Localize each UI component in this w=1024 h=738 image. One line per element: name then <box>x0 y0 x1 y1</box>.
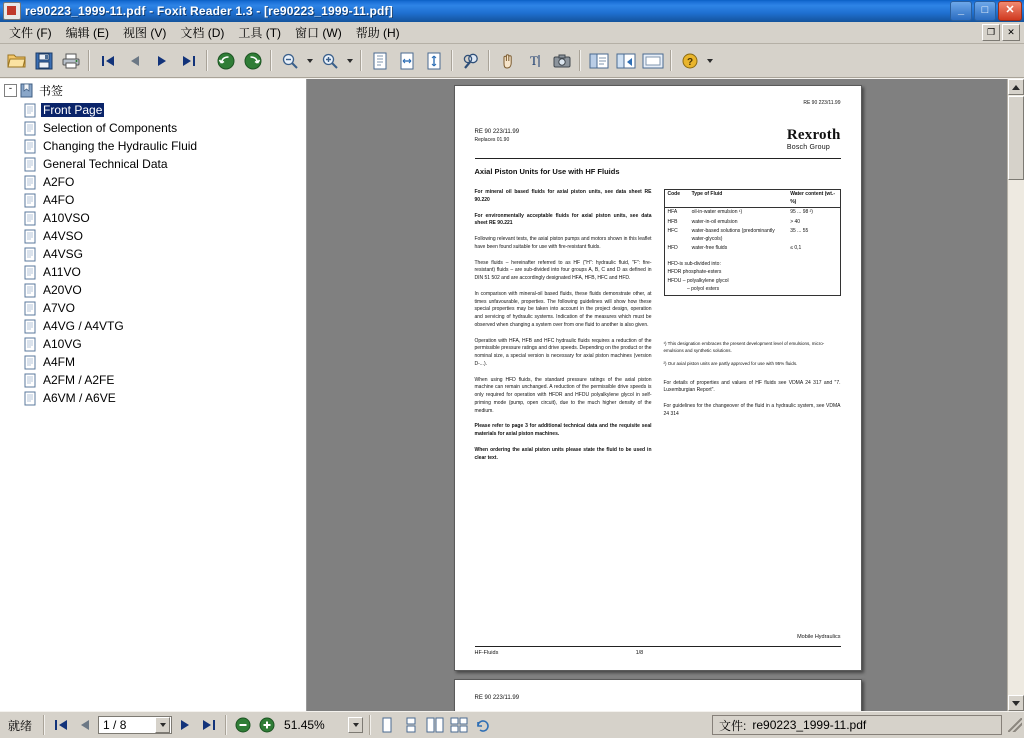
page-icon <box>24 193 37 208</box>
minimize-button[interactable]: _ <box>950 1 972 21</box>
table-header-code: Code <box>664 190 689 208</box>
status-bar <box>0 711 1024 738</box>
bookmark-label: A10VG <box>43 337 82 351</box>
open-icon[interactable] <box>4 48 29 73</box>
scroll-up-button[interactable] <box>1008 79 1024 95</box>
footer-divider <box>475 646 841 647</box>
bookmark-label: A10VSO <box>43 211 90 225</box>
status-continuous-facing-icon[interactable] <box>448 714 470 736</box>
page-icon <box>24 229 37 244</box>
paragraph: For details of properties and values of HF fluids see VDMA 24 317 and "7. Luxemburgian Report". <box>663 379 841 394</box>
bookmark-item-a7vo[interactable] <box>24 299 306 317</box>
bookmark-item-a6vm-a6ve[interactable] <box>24 389 306 407</box>
table-row: HFC water-based solutions (predominantly water-glycols) 35 ... 55 <box>667 228 809 242</box>
fluid-table-wrap <box>664 189 841 334</box>
table-row: HFD water-free fluids ≤ 0,1 <box>667 245 802 251</box>
paragraph: For environmentally acceptable fluids for axial piston units, see data sheet RE 90.221 <box>474 212 652 227</box>
bookmark-item-a4vso[interactable] <box>24 227 306 245</box>
status-last-page-icon[interactable] <box>198 714 220 736</box>
main-toolbar <box>0 44 1024 78</box>
bookmark-label: Selection of Components <box>43 121 178 135</box>
table-header-water: Water content (wt.-%) <box>787 190 840 208</box>
page-icon <box>24 247 37 262</box>
bookmark-item-a11vo[interactable] <box>24 263 306 281</box>
bookmark-label: A4VSG <box>43 247 84 261</box>
menu-tools[interactable]: 工具 (T) <box>238 26 282 40</box>
full-screen-icon[interactable] <box>640 48 665 73</box>
brand-name: Rexroth <box>786 127 841 143</box>
bookmark-list <box>0 101 306 407</box>
menu-view[interactable]: 视图 (V) <box>123 26 167 40</box>
table-legend-line: HFD-is sub-divided into: <box>667 260 721 267</box>
document-code-page2: RE 90 223/11.99 <box>474 695 520 701</box>
resize-grip[interactable] <box>1008 718 1022 732</box>
status-previous-page-icon[interactable] <box>74 714 96 736</box>
document-code-block <box>475 128 520 145</box>
page-icon <box>24 373 37 388</box>
left-column <box>475 189 652 470</box>
paragraph: Operation with HFA, HFB and HFC hydraulic fluids requires a reduction of the permissible pressure ratings and drive speeds. Depending on the product or the nominal size, a special version is necessary for axial piston machines (version D-...). <box>474 337 652 367</box>
bookmark-item-a10vg[interactable] <box>24 335 306 353</box>
maximize-button[interactable]: □ <box>974 1 996 21</box>
bookmark-label: Changing the Hydraulic Fluid <box>43 139 198 153</box>
hand-tool-icon[interactable] <box>495 48 520 73</box>
arrow-down-icon <box>1012 701 1020 706</box>
page-icon <box>24 391 37 406</box>
paragraph: These fluids – hereinafter referred to as HF ("H": hydraulic fluid, "F": fire-resistant) fluids – are sub-divided into four groups A, B, C and D as defined in DIN 51 502 and are accordingly designated HFA, HFB, HFC and HFD. <box>474 259 652 281</box>
paragraph: Please refer to page 3 for additional technical data and the requisite seal materials for axial piston machines. <box>474 423 652 437</box>
table-row: HFA oil-in-water emulsion ¹) 95 ... 98 ²) <box>667 209 813 215</box>
bookmark-label: Front Page <box>43 103 103 117</box>
arrow-up-icon <box>1012 85 1020 90</box>
snapshot-icon[interactable] <box>549 48 574 73</box>
first-page-icon[interactable] <box>95 48 120 73</box>
bookmark-label: A11VO <box>43 265 81 279</box>
header-divider <box>475 158 841 159</box>
status-zoom-in-icon[interactable] <box>256 714 278 736</box>
status-ready-text: 就绪 <box>8 718 33 733</box>
file-name: re90223_1999-11.pdf <box>752 718 867 732</box>
document-replaces: Replaces 01.90 <box>474 137 510 143</box>
status-next-page-icon[interactable] <box>174 714 196 736</box>
bookmarks-panel-icon[interactable] <box>586 48 611 73</box>
bookmark-item-a10vso[interactable] <box>24 209 306 227</box>
table-legend-line: HFDU – polyalkylene glycol <box>667 277 729 284</box>
page-icon <box>24 103 37 118</box>
page-icon <box>24 319 37 334</box>
window-controls <box>950 1 1022 21</box>
svg-text:?: ? <box>686 56 693 68</box>
table-row: HFB water-in-oil emulsion > 40 <box>667 218 801 225</box>
zoom-level-combo[interactable] <box>280 716 364 734</box>
zoom-chevron-down-icon[interactable] <box>348 717 363 733</box>
page-icon <box>24 283 37 298</box>
document-code: RE 90 223/11.99 <box>474 129 520 135</box>
menu-bar <box>0 22 1024 44</box>
mdi-close-button[interactable]: ✕ <box>1002 24 1020 41</box>
menu-help[interactable]: 帮助 (H) <box>355 26 400 40</box>
close-button[interactable]: ✕ <box>998 1 1022 21</box>
file-label: 文件: <box>719 718 747 733</box>
pdf-page-2 <box>454 679 862 711</box>
paragraph: Following relevant tests, the axial piston pumps and motors shown in this leaflet have been found suitable for use with fire-resistant fluids. <box>474 236 652 250</box>
table-row <box>664 254 840 296</box>
bookmark-item-a4fm[interactable] <box>24 353 306 371</box>
page-icon <box>24 337 37 352</box>
page-icon <box>24 211 37 226</box>
bookmark-item-changing-the-hydraulic-fluid[interactable] <box>24 137 306 155</box>
status-zoom-out-icon[interactable] <box>232 714 254 736</box>
bookmarks-root[interactable] <box>0 79 306 101</box>
page-icon <box>24 157 37 172</box>
paragraph: For mineral oil based fluids for axial piston units, see data sheet RE 90.220 <box>474 189 652 203</box>
page-icon <box>24 301 37 316</box>
page-footer-number: 1/8 <box>635 650 644 656</box>
menu-file[interactable]: 文件 (F) <box>9 26 52 40</box>
help-icon[interactable] <box>677 48 702 73</box>
pdf-page-1 <box>454 85 862 671</box>
file-name-field <box>712 715 1002 735</box>
mdi-restore-button[interactable]: ❐ <box>982 24 1000 41</box>
bookmark-item-a20vo[interactable] <box>24 281 306 299</box>
select-text-icon[interactable] <box>522 48 547 73</box>
bookmark-label: A4FO <box>43 193 75 207</box>
bookmark-label: A7VO <box>43 301 76 315</box>
expander-minus-icon[interactable]: - <box>4 84 17 97</box>
rexroth-logo <box>787 128 841 151</box>
bookmark-label: A4VSO <box>43 229 84 243</box>
menu-window[interactable]: 窗口 (W) <box>295 26 342 40</box>
save-icon[interactable] <box>31 48 56 73</box>
bookmark-item-front-page[interactable] <box>24 101 306 119</box>
brand-group: Bosch Group <box>786 144 830 151</box>
bookmarks-panel <box>0 79 307 711</box>
page-footer-left: HF-Fluids <box>474 650 499 656</box>
paragraph: In comparison with mineral-oil based fluids, these fluids demonstrate other, at times unfavourable, properties. The following guidelines will show how these special properties may be taken into account in the project design, operation and servicing of hydraulic systems. Indication of the measures which must be observed when changing a system over from one fluid to another is also given. <box>474 290 652 328</box>
page-icon <box>24 265 37 280</box>
document-view[interactable] <box>307 79 1024 711</box>
thumbnails-panel-icon[interactable] <box>613 48 638 73</box>
document-vertical-scrollbar[interactable] <box>1007 79 1024 711</box>
zoom-in-dropdown[interactable] <box>343 48 356 73</box>
bookmark-label: A2FM / A2FE <box>43 373 115 387</box>
chevron-down-icon[interactable] <box>155 717 170 733</box>
status-first-page-icon[interactable] <box>50 714 72 736</box>
previous-page-icon[interactable] <box>122 48 147 73</box>
page-icon <box>24 121 37 136</box>
bookmark-label: A4VG / A4VTG <box>43 319 124 333</box>
table-legend-line: – polyol esters <box>667 286 720 292</box>
bookmark-item-a2fm-a2fe[interactable] <box>24 371 306 389</box>
svg-text:T: T <box>529 52 538 68</box>
page-number-combo[interactable] <box>98 716 172 734</box>
bookmark-label: A2FO <box>43 175 75 189</box>
page-head <box>475 128 841 151</box>
status-continuous-icon[interactable] <box>400 714 422 736</box>
help-dropdown[interactable] <box>703 48 716 73</box>
bookmark-item-a4vg-a4vtg[interactable] <box>24 317 306 335</box>
page-footer-right: Mobile Hydraulics <box>797 634 841 640</box>
bookmark-label: A20VO <box>43 283 82 297</box>
menu-edit[interactable]: 编辑 (E) <box>65 26 110 40</box>
go-forward-icon[interactable] <box>240 48 265 73</box>
paragraph: When ordering the axial piston units please state the fluid to be used in clear text. <box>474 446 652 461</box>
scrollbar-thumb[interactable] <box>1008 96 1024 180</box>
status-facing-icon[interactable] <box>424 714 446 736</box>
scroll-down-button[interactable] <box>1008 695 1024 711</box>
page-number-value: 1 / 8 <box>103 718 127 732</box>
page-footer <box>475 636 841 656</box>
bookmark-item-a2fo[interactable] <box>24 173 306 191</box>
bookmark-item-selection-of-components[interactable] <box>24 119 306 137</box>
page-icon <box>24 355 37 370</box>
zoom-out-dropdown[interactable] <box>303 48 316 73</box>
find-icon[interactable] <box>458 48 483 73</box>
page-icon <box>24 175 37 190</box>
next-page-icon[interactable] <box>149 48 174 73</box>
bookmark-label: General Technical Data <box>43 157 168 171</box>
go-back-icon[interactable] <box>213 48 238 73</box>
zoom-out-icon[interactable] <box>277 48 302 73</box>
fluid-table <box>664 189 841 296</box>
paragraph: For guidelines for the changeover of the fluid in a hydraulic system, see VDMA 24 314 <box>663 403 841 417</box>
application-icon <box>3 2 21 20</box>
bookmark-item-general-technical-data[interactable] <box>24 155 306 173</box>
bookmark-label: A6VM / A6VE <box>43 391 116 405</box>
bookmark-item-a4vsg[interactable] <box>24 245 306 263</box>
table-legend-line: HFDR phosphate-esters <box>667 269 722 275</box>
page-container <box>307 79 1008 711</box>
bookmark-label: A4FM <box>43 355 76 369</box>
footnote-1: ¹) This designation embraces the present development level of emulsions, micro-emulsions and synthetic solutions. <box>663 341 825 354</box>
page-columns <box>475 189 841 470</box>
workspace <box>0 78 1024 711</box>
zoom-level-value: 51.45% <box>284 718 325 732</box>
bookmark-root-icon <box>20 83 33 98</box>
document-title: Axial Piston Units for Use with HF Fluids <box>474 167 620 176</box>
footnote-2: ²) Our axial piston units are partly approved for use with 95% fluids. <box>663 361 798 367</box>
page-icon <box>24 139 37 154</box>
zoom-in-icon[interactable] <box>317 48 342 73</box>
menu-document[interactable]: 文档 (D) <box>180 26 225 40</box>
page-header-code: RE 90 223/11.99 <box>803 100 841 106</box>
paragraph: When using HFD fluids, the standard pressure ratings of the axial piston machine can remain unchanged. A reduction of the permissible drive speeds is only required for operation with HFDR and HFDU polyalkylene glycol in self-priming mode (pump, open circuit), due to the much higher density of the medium. <box>474 376 652 414</box>
print-icon[interactable] <box>58 48 83 73</box>
table-header-type: Type of Fluid <box>689 190 788 208</box>
fit-page-icon[interactable] <box>367 48 392 73</box>
right-column <box>664 189 841 470</box>
status-single-page-icon[interactable] <box>376 714 398 736</box>
last-page-icon[interactable] <box>176 48 201 73</box>
actual-size-icon[interactable] <box>394 48 419 73</box>
status-rotate-icon[interactable] <box>472 714 494 736</box>
title-bar <box>0 0 1024 22</box>
window-title: re90223_1999-11.pdf - Foxit Reader 1.3 - [re90223_1999-11.pdf] <box>25 4 393 18</box>
fit-width-icon[interactable] <box>421 48 446 73</box>
bookmarks-root-label: 书签 <box>39 84 64 98</box>
bookmark-item-a4fo[interactable] <box>24 191 306 209</box>
